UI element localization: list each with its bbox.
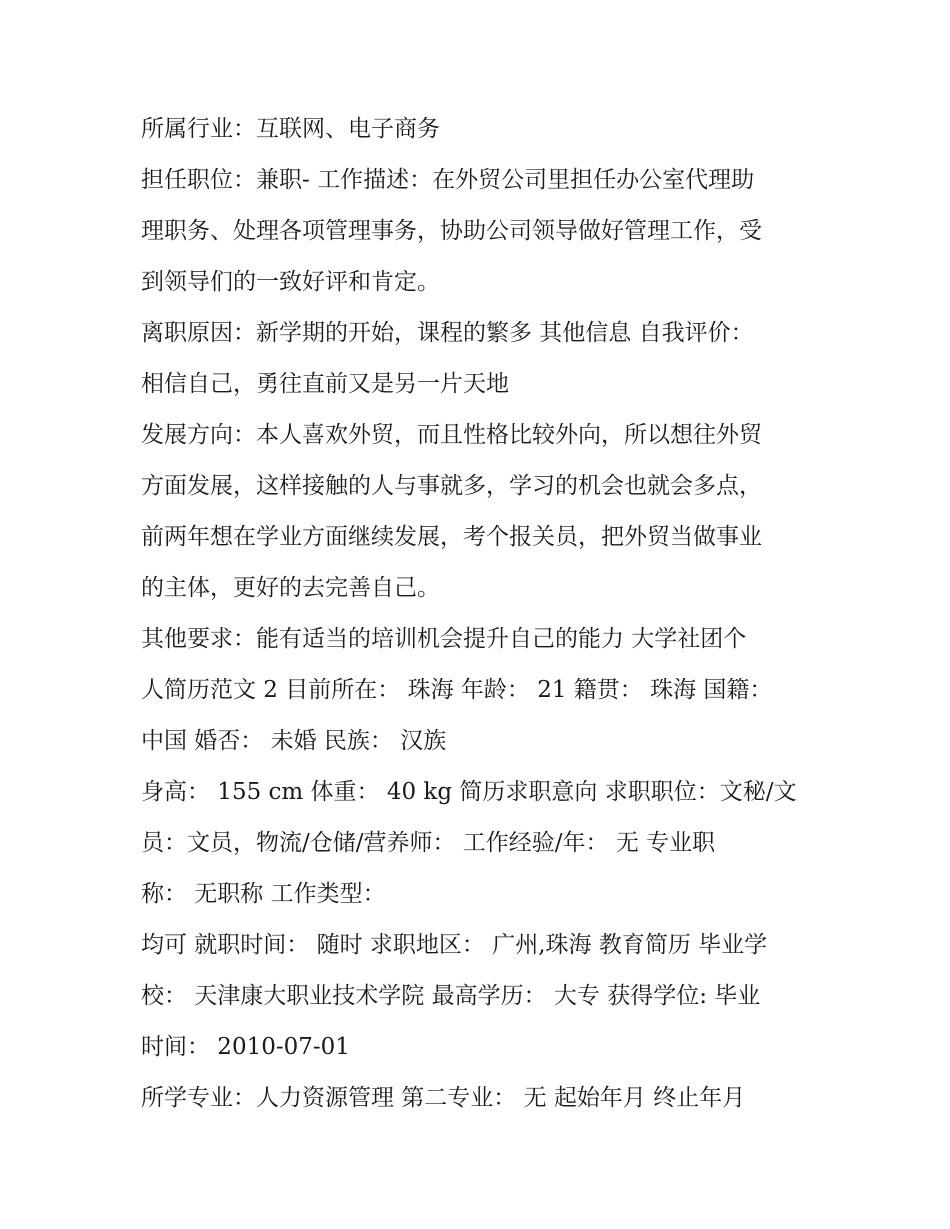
text-line: 相信自己，勇往直前又是另一片天地	[141, 371, 509, 397]
text-line: 离职原因：新学期的开始，课程的繁多 其他信息 自我评价：	[141, 320, 754, 346]
text-line: 人简历范文 2 目前所在： 珠海 年龄： 21 籍贯： 珠海 国籍：	[141, 677, 773, 703]
text-line: 发展方向：本人喜欢外贸，而且性格比较外向，所以想往外贸	[141, 422, 762, 448]
text-line: 身高： 155 cm 体重： 40 kg 简历求职意向 求职职位：文秘/文	[141, 779, 797, 805]
text-line: 到领导们的一致好评和肯定。	[141, 269, 440, 295]
text-line: 中国 婚否： 未婚 民族： 汉族	[141, 728, 447, 754]
text-line: 所学专业：人力资源管理 第二专业： 无 起始年月 终止年月	[141, 1085, 746, 1111]
text-line: 称： 无职称 工作类型：	[141, 881, 386, 907]
text-line: 理职务、处理各项管理事务，协助公司领导做好管理工作，受	[141, 218, 762, 244]
text-line: 方面发展，这样接触的人与事就多，学习的机会也就会多点，	[141, 473, 762, 499]
text-line: 员：文员，物流/仓储/营养师： 工作经验/年： 无 专业职	[141, 830, 716, 856]
resume-text-body	[141, 104, 821, 1124]
text-line: 其他要求：能有适当的培训机会提升自己的能力 大学社团个	[141, 626, 747, 652]
text-line: 时间： 2010-07-01	[141, 1034, 350, 1060]
text-line: 所属行业：互联网、电子商务	[141, 116, 440, 142]
text-line: 均可 就职时间： 随时 求职地区： 广州,珠海 教育简历 毕业学	[141, 932, 768, 958]
text-line: 担任职位：兼职- 工作描述：在外贸公司里担任办公室代理助	[141, 167, 755, 193]
text-line: 校： 天津康大职业技术学院 最高学历： 大专 获得学位: 毕业	[141, 983, 761, 1009]
text-line: 的主体，更好的去完善自己。	[141, 575, 440, 601]
text-line: 前两年想在学业方面继续发展，考个报关员，把外贸当做事业	[141, 524, 762, 550]
